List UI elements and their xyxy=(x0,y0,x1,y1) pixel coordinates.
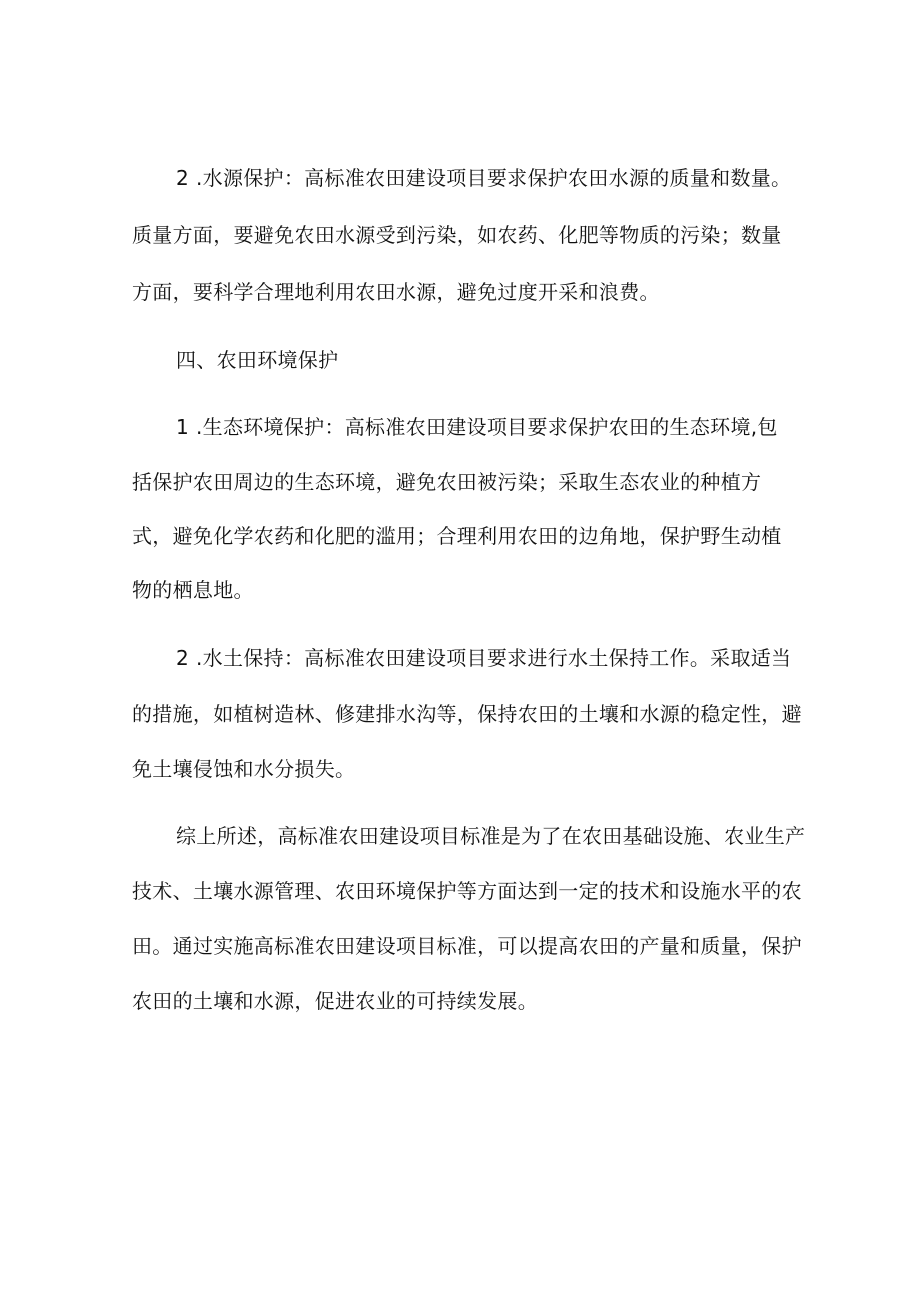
paragraph-summary-line-3: 田。通过实施高标准农田建设项目标准，可以提高农田的产量和质量，保护 xyxy=(132,934,802,958)
paragraph-ecology-line-1 xyxy=(176,413,778,441)
section-heading-environment: 四、农田环境保护 xyxy=(176,348,339,372)
paragraph-soil-water-line-2: 的措施，如植树造林、修建排水沟等，保持农田的土壤和水源的稳定性，避 xyxy=(132,702,802,726)
paragraph-number: 2 xyxy=(176,646,190,670)
paragraph-soil-water-line-3: 免土壤侵蚀和水分损失。 xyxy=(132,757,356,781)
paragraph-text: .生态环境保护：高标准农田建设项目要求保护农田的生态环境,包 xyxy=(196,415,778,439)
paragraph-summary-line-2: 技术、土壤水源管理、农田环境保护等方面达到一定的技术和设施水平的农 xyxy=(132,879,802,903)
paragraph-water-source-line-3: 方面，要科学合理地利用农田水源，避免过度开采和浪费。 xyxy=(132,280,660,304)
paragraph-ecology-line-3: 式，避免化学农药和化肥的滥用；合理利用农田的边角地，保护野生动植 xyxy=(132,524,782,548)
paragraph-ecology-line-4: 物的栖息地。 xyxy=(132,578,254,602)
paragraph-number: 1 xyxy=(176,415,190,439)
paragraph-summary-line-1: 综上所述，高标准农田建设项目标准是为了在农田基础设施、农业生产 xyxy=(176,824,806,848)
paragraph-water-source-line-2: 质量方面，要避免农田水源受到污染，如农药、化肥等物质的污染；数量 xyxy=(132,223,782,247)
paragraph-summary-line-4: 农田的土壤和水源，促进农业的可持续发展。 xyxy=(132,989,538,1013)
paragraph-text: .水源保护：高标准农田建设项目要求保护农田水源的质量和数量。 xyxy=(196,166,792,190)
paragraph-number: 2 xyxy=(176,166,190,190)
paragraph-ecology-line-2: 括保护农田周边的生态环境，避免农田被污染；采取生态农业的种植方 xyxy=(132,470,762,494)
paragraph-text: .水土保持：高标准农田建设项目要求进行水土保持工作。采取适当 xyxy=(196,646,792,670)
paragraph-soil-water-line-1 xyxy=(176,644,791,672)
paragraph-water-source-line-1 xyxy=(176,164,791,192)
